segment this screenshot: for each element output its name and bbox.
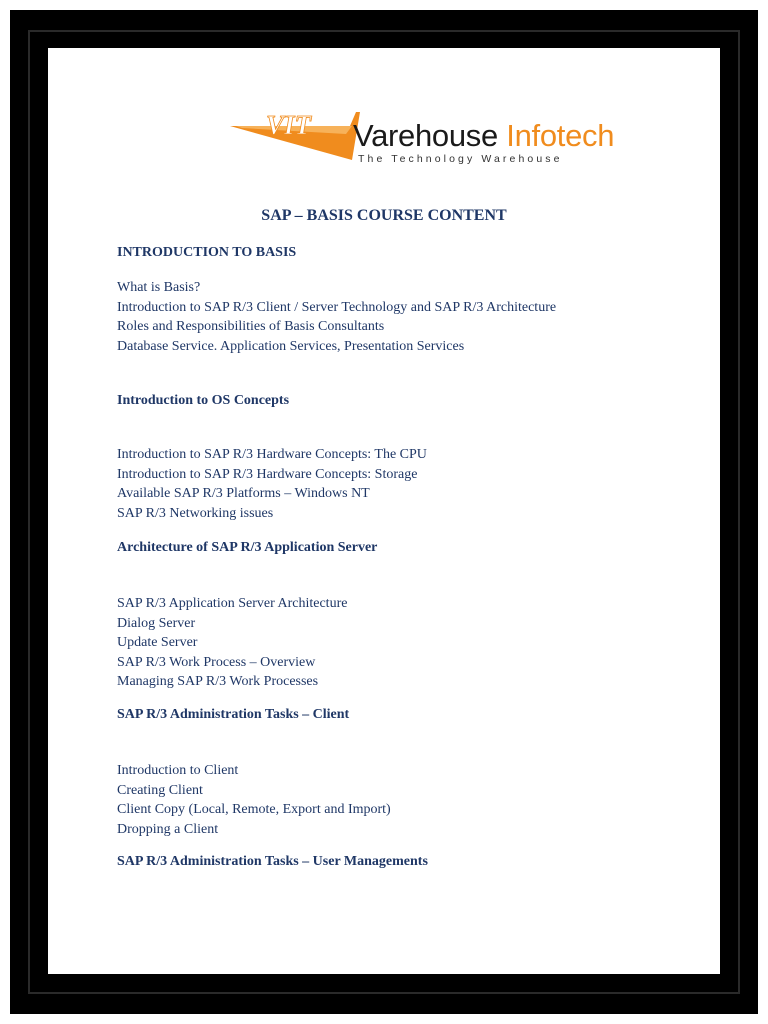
list-item: SAP R/3 Application Server Architecture (117, 596, 348, 611)
list-item: Database Service. Application Services, Presentation Services (117, 338, 465, 354)
logo-name-part1: Varehouse (353, 118, 498, 153)
list-item: Managing SAP R/3 Work Processes (117, 674, 319, 689)
list-item: Dropping a Client (117, 821, 219, 837)
list-item: Client Copy (Local, Remote, Export and Import) (117, 802, 391, 817)
section-heading-os-concepts: Introduction to OS Concepts (117, 393, 290, 408)
list-item: Available SAP R/3 Platforms – Windows NT (117, 486, 370, 501)
list-item: Creating Client (117, 782, 203, 798)
section-list-admin-client (117, 761, 391, 839)
logo-name-part2: Infotech (506, 118, 615, 153)
section-list-os-concepts (117, 445, 427, 523)
list-item: Roles and Responsibilities of Basis Consultants (117, 319, 385, 334)
list-item: Introduction to SAP R/3 Client / Server Technology and SAP R/3 Architecture (117, 299, 557, 315)
logo-company-name (353, 120, 614, 151)
logo-tagline: The Technology Warehouse (358, 153, 563, 165)
list-item: Introduction to SAP R/3 Hardware Concepts: Storage (117, 466, 418, 482)
section-list-intro-basis (117, 278, 556, 356)
page-title: SAP – BASIS COURSE CONTENT (261, 207, 507, 224)
list-item: Introduction to SAP R/3 Hardware Concepts: The CPU (117, 447, 427, 462)
list-item: Update Server (117, 635, 198, 650)
list-item: Dialog Server (117, 615, 196, 631)
logo-mark: VIT (266, 110, 312, 140)
section-heading-admin-client: SAP R/3 Administration Tasks – Client (117, 707, 350, 722)
list-item: SAP R/3 Work Process – Overview (117, 654, 316, 670)
section-list-app-server (117, 594, 347, 692)
list-item: Introduction to Client (117, 763, 239, 778)
list-item: SAP R/3 Networking issues (117, 505, 274, 521)
section-heading-user-management: SAP R/3 Administration Tasks – User Managements (117, 854, 428, 869)
page-content (48, 48, 720, 974)
list-item: What is Basis? (117, 280, 201, 295)
section-heading-intro-basis: INTRODUCTION TO BASIS (117, 245, 297, 260)
section-heading-app-server: Architecture of SAP R/3 Application Server (117, 540, 378, 555)
company-logo (228, 110, 628, 170)
